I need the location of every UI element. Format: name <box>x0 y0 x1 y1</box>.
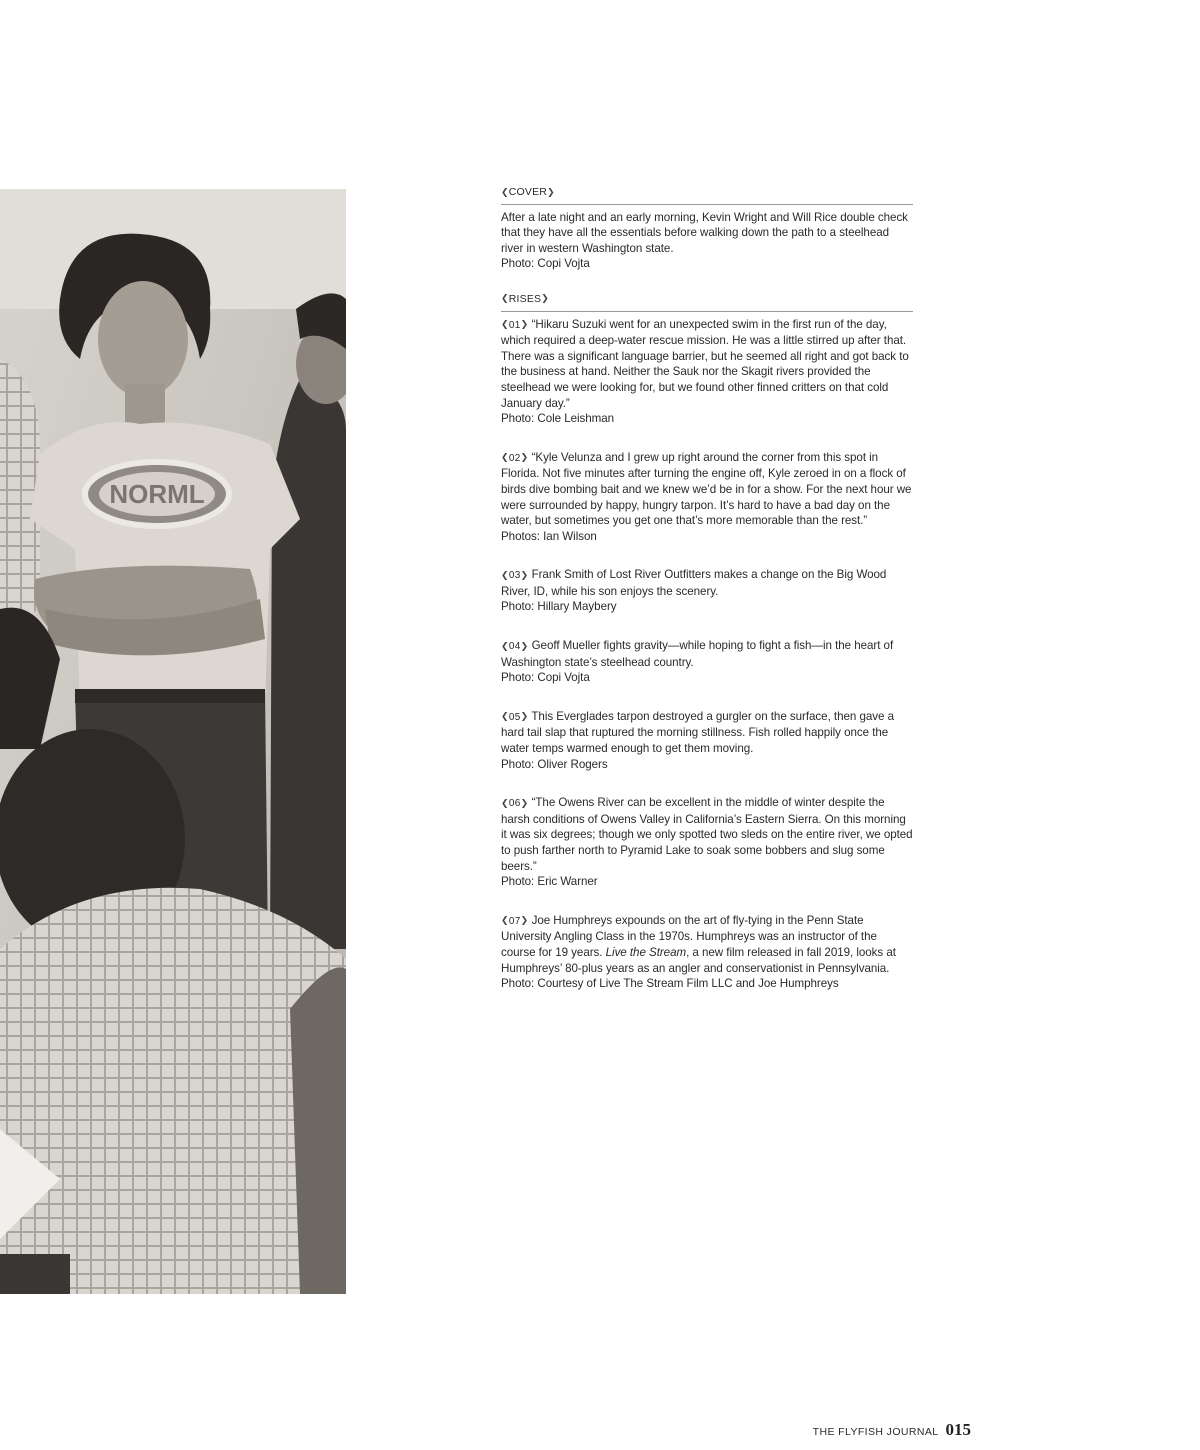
caption-item <box>501 795 913 890</box>
journal-name: THE FLYFISH JOURNAL <box>812 1426 939 1438</box>
left-bracket-icon: ❮ <box>501 186 509 197</box>
right-bracket-icon: ❯ <box>541 293 550 304</box>
cover-heading: ❮ COVER ❯ <box>501 185 913 205</box>
photo-image <box>0 189 346 1294</box>
caption-number: ❮07❯ <box>501 915 529 927</box>
caption-text: This Everglades tarpon destroyed a gurgler on the surface, then gave a hard tail slap that ruptured the morning stillness. Fish rolled happily once the water temps warmed enough to get them moving. <box>501 709 894 756</box>
caption-item <box>501 317 913 427</box>
cover-credit: Photo: Copi Vojta <box>501 257 590 271</box>
svg-text:NORML: NORML <box>109 479 205 509</box>
caption-text: Geoff Mueller fights gravity—while hoping to fight a fish—in the heart of Washington state’s steelhead country. <box>501 639 894 669</box>
photo <box>0 189 346 1294</box>
caption-number: ❮04❯ <box>501 640 529 653</box>
caption-credit: Photo: Oliver Rogers <box>501 757 608 771</box>
cover-caption <box>501 210 913 272</box>
caption-number: ❮03❯ <box>501 569 529 582</box>
page-number: 015 <box>945 1420 971 1439</box>
caption-item <box>501 913 913 992</box>
caption-credit: Photo: Hillary Maybery <box>501 600 617 614</box>
page-footer <box>813 1420 971 1440</box>
caption-text-continued: , a new film released in fall 2019, looks at Humphreys’ 80-plus years as an angler and conservationist in Pennsylvania. <box>501 945 896 975</box>
right-bracket-icon: ❯ <box>547 186 555 197</box>
rises-heading: ❮ RISES ❯ <box>501 292 913 312</box>
caption-credit: Photo: Cole Leishman <box>501 412 615 426</box>
caption-credit: Photo: Copi Vojta <box>501 671 590 685</box>
caption-text: Frank Smith of Lost River Outfitters makes a change on the Big Wood River, ID, while his son enjoys the scenery. <box>501 568 887 598</box>
caption-number: ❮05❯ <box>501 711 529 723</box>
caption-credit: Photo: Eric Warner <box>501 875 598 889</box>
caption-item <box>501 450 913 545</box>
caption-text: “Kyle Velunza and I grew up right around the corner from this spot in Florida. Not five minutes after turning the engine off, Kyle zeroed in on a flock of birds dive bombing bait and we knew we’d be in for a show. For the next hour we were surrounded by happy, hungry tarpon. It’s hard to have a bad day on the water, but sometimes you get one that’s more memorable than the rest.” <box>501 450 912 528</box>
caption-item <box>501 638 913 686</box>
caption-item <box>501 567 913 615</box>
caption-credit: Photos: Ian Wilson <box>501 529 597 543</box>
caption-number: ❮02❯ <box>501 452 529 464</box>
caption-text: “The Owens River can be excellent in the middle of winter despite the harsh conditions of Owens Valley in California’s Eastern Sierra. On this morning it was six degrees; though we only spotted two sleds on the entire river, we opted to push farther north to Pyramid Lake to soak some bobbers and slug some beers.” <box>501 796 913 873</box>
caption-credit: Photo: Courtesy of Live The Stream Film LLC and Joe Humphreys <box>501 977 839 991</box>
caption-text: Joe Humphreys expounds on the art of fly-tying in the Penn State University Angling Class in the 1970s. Humphreys was an instructor of the course for 19 years. <box>501 913 877 959</box>
caption-item <box>501 709 913 772</box>
cover-text: After a late night and an early morning, Kevin Wright and Will Rice double check that they have all the essentials before walking down the path to a steelhead river in western Washington state. <box>501 210 908 255</box>
film-title: Live the Stream <box>605 945 687 959</box>
left-bracket-icon: ❮ <box>501 293 509 304</box>
captions-column <box>501 185 913 1015</box>
caption-text: “Hikaru Suzuki went for an unexpected swim in the first run of the day, which required a deep-water rescue mission. He was a little stirred up after that. There was a significant language barrier, but he seemed all right and got back to the business at hand. Neither the Sauk nor the Skagit rivers provided the steelhead we were looking for, but we found other finned critters on that cold January day.” <box>501 317 909 410</box>
caption-number: ❮01❯ <box>501 319 529 331</box>
caption-number: ❮06❯ <box>501 797 529 810</box>
